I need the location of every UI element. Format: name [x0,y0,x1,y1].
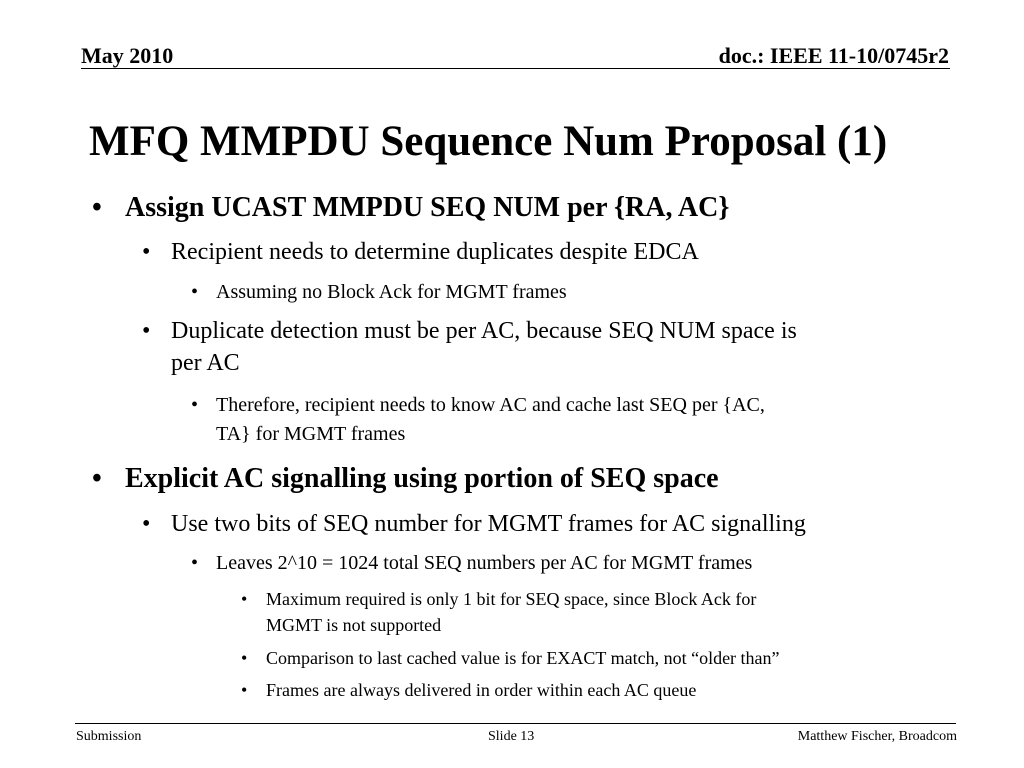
bullet-text: Explicit AC signalling using portion of SEQ space [125,463,719,494]
bullet-text: Assign UCAST MMPDU SEQ NUM per {RA, AC} [125,192,730,223]
footer-submission: Submission [76,729,142,744]
bullet-text-continuation: per AC [171,350,240,376]
footer-slide-number: Slide 13 [488,729,535,744]
bullet-text: Duplicate detection must be per AC, because SEQ NUM space is [171,318,797,344]
bullet-glyph: • [142,318,151,344]
bullet-text: Maximum required is only 1 bit for SEQ space, since Block Ack for [266,589,757,609]
bullet-glyph: • [142,511,151,537]
bullet-glyph: • [241,589,248,609]
bullet-glyph: • [241,648,248,668]
bullet-text: Therefore, recipient needs to know AC and cache last SEQ per {AC, [216,394,765,416]
header-date: May 2010 [81,43,174,68]
bullet-text: Leaves 2^10 = 1024 total SEQ numbers per AC for MGMT frames [216,552,753,574]
bullet-glyph: • [191,281,199,303]
bullet-text: Recipient needs to determine duplicates despite EDCA [171,239,699,265]
footer-divider [75,723,956,724]
slide-title: MFQ MMPDU Sequence Num Proposal (1) [89,118,888,165]
bullet-glyph: • [142,239,151,265]
bullet-text: Comparison to last cached value is for EXACT match, not “older than” [266,648,780,668]
bullet-glyph: • [191,552,199,574]
bullet-glyph: • [241,680,248,700]
bullet-text: Assuming no Block Ack for MGMT frames [216,281,567,303]
bullet-text: Frames are always delivered in order within each AC queue [266,680,697,700]
bullet-text: Use two bits of SEQ number for MGMT frames for AC signalling [171,511,806,537]
header-doc-id: doc.: IEEE 11-10/0745r2 [718,43,949,68]
bullet-glyph: • [191,394,199,416]
bullet-glyph: • [92,192,102,223]
footer-author: Matthew Fischer, Broadcom [797,729,957,744]
bullet-text-continuation: TA} for MGMT frames [216,423,406,445]
bullet-glyph: • [92,463,102,494]
bullet-text-continuation: MGMT is not supported [266,615,442,635]
